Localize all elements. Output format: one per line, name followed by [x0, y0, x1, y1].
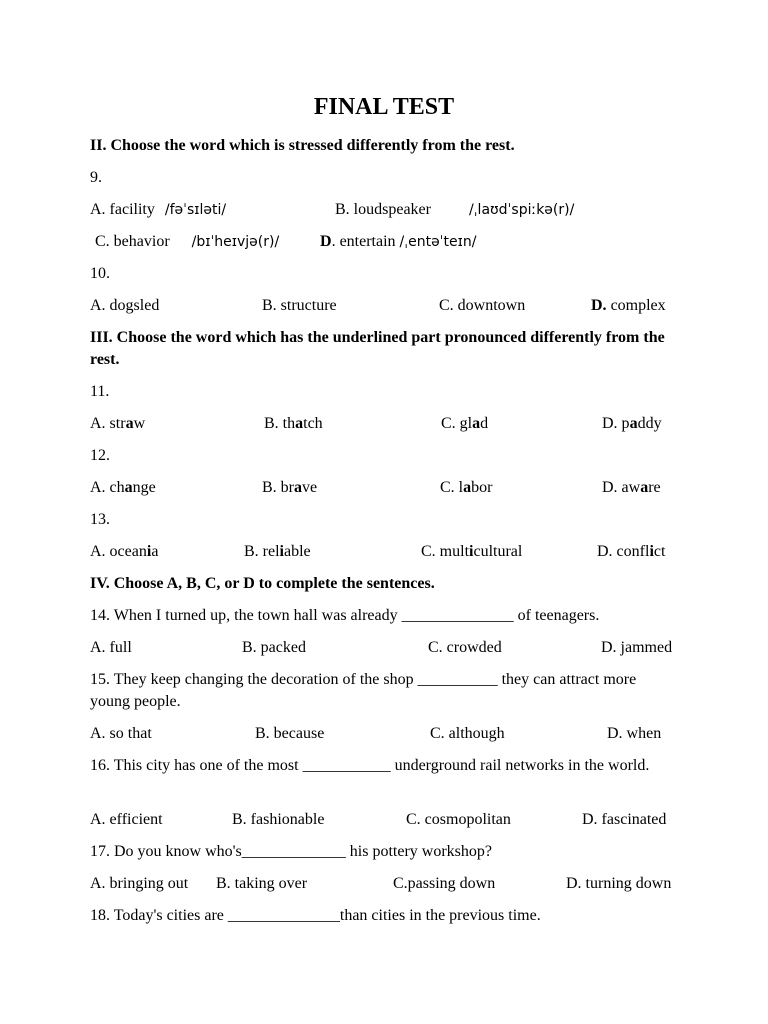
q11-d-pre: D. p — [602, 415, 630, 432]
q13-a-post: a — [151, 543, 159, 560]
q11-option-d — [602, 413, 662, 435]
q12-d-highlight: a — [640, 479, 649, 496]
question-11-number: 11. — [90, 383, 110, 400]
q11-a-pre: A. str — [90, 415, 126, 432]
q13-option-b — [244, 541, 311, 563]
question-14-text: 14. When I turned up, the town hall was already ______________ of teenagers. — [90, 607, 600, 624]
q15-option-b: B. because — [255, 725, 325, 742]
q11-a-highlight: a — [125, 415, 134, 432]
q14-option-b: B. packed — [242, 639, 306, 656]
question-10-number: 10. — [90, 265, 110, 282]
q12-option-c — [440, 477, 492, 499]
q13-d-highlight: i — [649, 543, 654, 560]
q12-a-highlight: a — [124, 479, 133, 496]
q17-option-a: A. bringing out — [90, 875, 189, 892]
q10-option-a: A. dogsled — [90, 297, 160, 314]
q12-option-a — [90, 477, 156, 499]
q12-c-pre: C. l — [440, 479, 464, 496]
q13-b-pre: B. rel — [244, 543, 280, 560]
q12-option-b — [262, 477, 317, 499]
q16-option-d: D. fascinated — [582, 811, 667, 828]
q11-option-a — [90, 413, 145, 435]
q11-b-pre: B. th — [264, 415, 296, 432]
q16-option-a: A. efficient — [90, 811, 163, 828]
q11-c-highlight: a — [472, 415, 481, 432]
q11-a-post: w — [133, 415, 146, 432]
q17-option-d: D. turning down — [566, 875, 672, 892]
q12-option-d — [602, 477, 661, 499]
q12-a-post: nge — [132, 479, 156, 496]
q16-option-c: C. cosmopolitan — [406, 811, 511, 828]
q9-option-c-ipa: /bɪˈheɪvjə(r)/ — [191, 234, 280, 250]
section-4-heading: IV. Choose A, B, C, or D to complete the sentences. — [90, 575, 435, 592]
q13-c-post: cultural — [473, 543, 523, 560]
q13-option-a — [90, 541, 158, 563]
q9-option-d-ipa: /ˌentəˈteɪn/ — [399, 234, 477, 250]
q13-b-post: able — [284, 543, 311, 560]
section-2-heading: II. Choose the word which is stressed differently from the rest. — [90, 137, 515, 154]
q9-option-d-letter: D — [320, 233, 332, 250]
q9-option-a-label: A. facility — [90, 201, 155, 218]
q14-option-c: C. crowded — [428, 639, 502, 656]
q13-d-pre: D. confl — [597, 543, 650, 560]
q12-b-pre: B. br — [262, 479, 294, 496]
q10-option-d — [591, 295, 666, 317]
q15-option-c: C. although — [430, 725, 505, 742]
question-18-text: 18. Today's cities are ______________than cities in the previous time. — [90, 907, 541, 924]
q12-b-highlight: a — [294, 479, 302, 496]
q11-b-post: tch — [303, 415, 323, 432]
q10-option-d-word: complex — [610, 297, 666, 314]
q13-a-highlight: i — [146, 543, 152, 560]
q11-option-b — [264, 413, 323, 435]
q10-option-d-letter: D. — [591, 297, 607, 314]
q10-option-b: B. structure — [262, 297, 337, 314]
q11-b-highlight: a — [295, 415, 304, 432]
q10-option-c: C. downtown — [439, 297, 526, 314]
q9-option-c-label: C. behavior — [95, 233, 170, 250]
question-12-number: 12. — [90, 447, 110, 464]
q9-option-b-label: B. loudspeaker — [335, 201, 431, 218]
q11-c-post: d — [480, 415, 489, 432]
q9-option-d — [320, 231, 476, 253]
page-title: FINAL TEST — [313, 94, 455, 120]
question-13-number: 13. — [90, 511, 110, 528]
q9-option-c — [95, 231, 279, 253]
q11-d-highlight: a — [629, 415, 638, 432]
section-3-heading: III. Choose the word which has the underlined part pronounced differently from the rest. — [90, 329, 665, 368]
q14-option-d: D. jammed — [601, 639, 673, 656]
q17-option-c: C.passing down — [393, 875, 496, 892]
q17-option-b: B. taking over — [216, 875, 308, 892]
q15-option-d: D. when — [607, 725, 662, 742]
q13-c-pre: C. mult — [421, 543, 470, 560]
q11-d-post: ddy — [637, 415, 662, 432]
q9-option-d-label: . entertain — [331, 233, 396, 250]
q13-option-c — [421, 541, 522, 563]
q15-option-a: A. so that — [90, 725, 152, 742]
q16-option-b: B. fashionable — [232, 811, 325, 828]
q11-option-c — [441, 413, 488, 435]
q9-option-b-ipa: /ˌlaʊdˈspiːkə(r)/ — [468, 202, 575, 218]
question-16-text: 16. This city has one of the most ___________ underground rail networks in the world. — [90, 757, 650, 774]
q13-c-highlight: i — [469, 543, 474, 560]
question-17-text: 17. Do you know who's_____________ his pottery workshop? — [90, 843, 492, 860]
q11-c-pre: C. gl — [441, 415, 473, 432]
q13-a-pre: A. ocean — [90, 543, 147, 560]
question-15-text: 15. They keep changing the decoration of the shop __________ they can attract more young people. — [90, 671, 637, 710]
q12-d-pre: D. aw — [602, 479, 641, 496]
q12-b-post: ve — [302, 479, 318, 496]
q12-d-post: re — [648, 479, 661, 496]
q9-option-b — [335, 199, 574, 221]
q13-option-d — [597, 541, 665, 563]
q9-option-a-ipa: /fəˈsɪləti/ — [164, 202, 227, 218]
q13-d-post: ct — [653, 543, 666, 560]
q12-a-pre: A. ch — [90, 479, 125, 496]
q9-option-a — [90, 199, 226, 221]
q14-option-a: A. full — [90, 639, 132, 656]
q12-c-highlight: a — [463, 479, 472, 496]
q13-b-highlight: i — [279, 543, 284, 560]
q12-c-post: bor — [471, 479, 493, 496]
question-9-number: 9. — [90, 169, 102, 186]
